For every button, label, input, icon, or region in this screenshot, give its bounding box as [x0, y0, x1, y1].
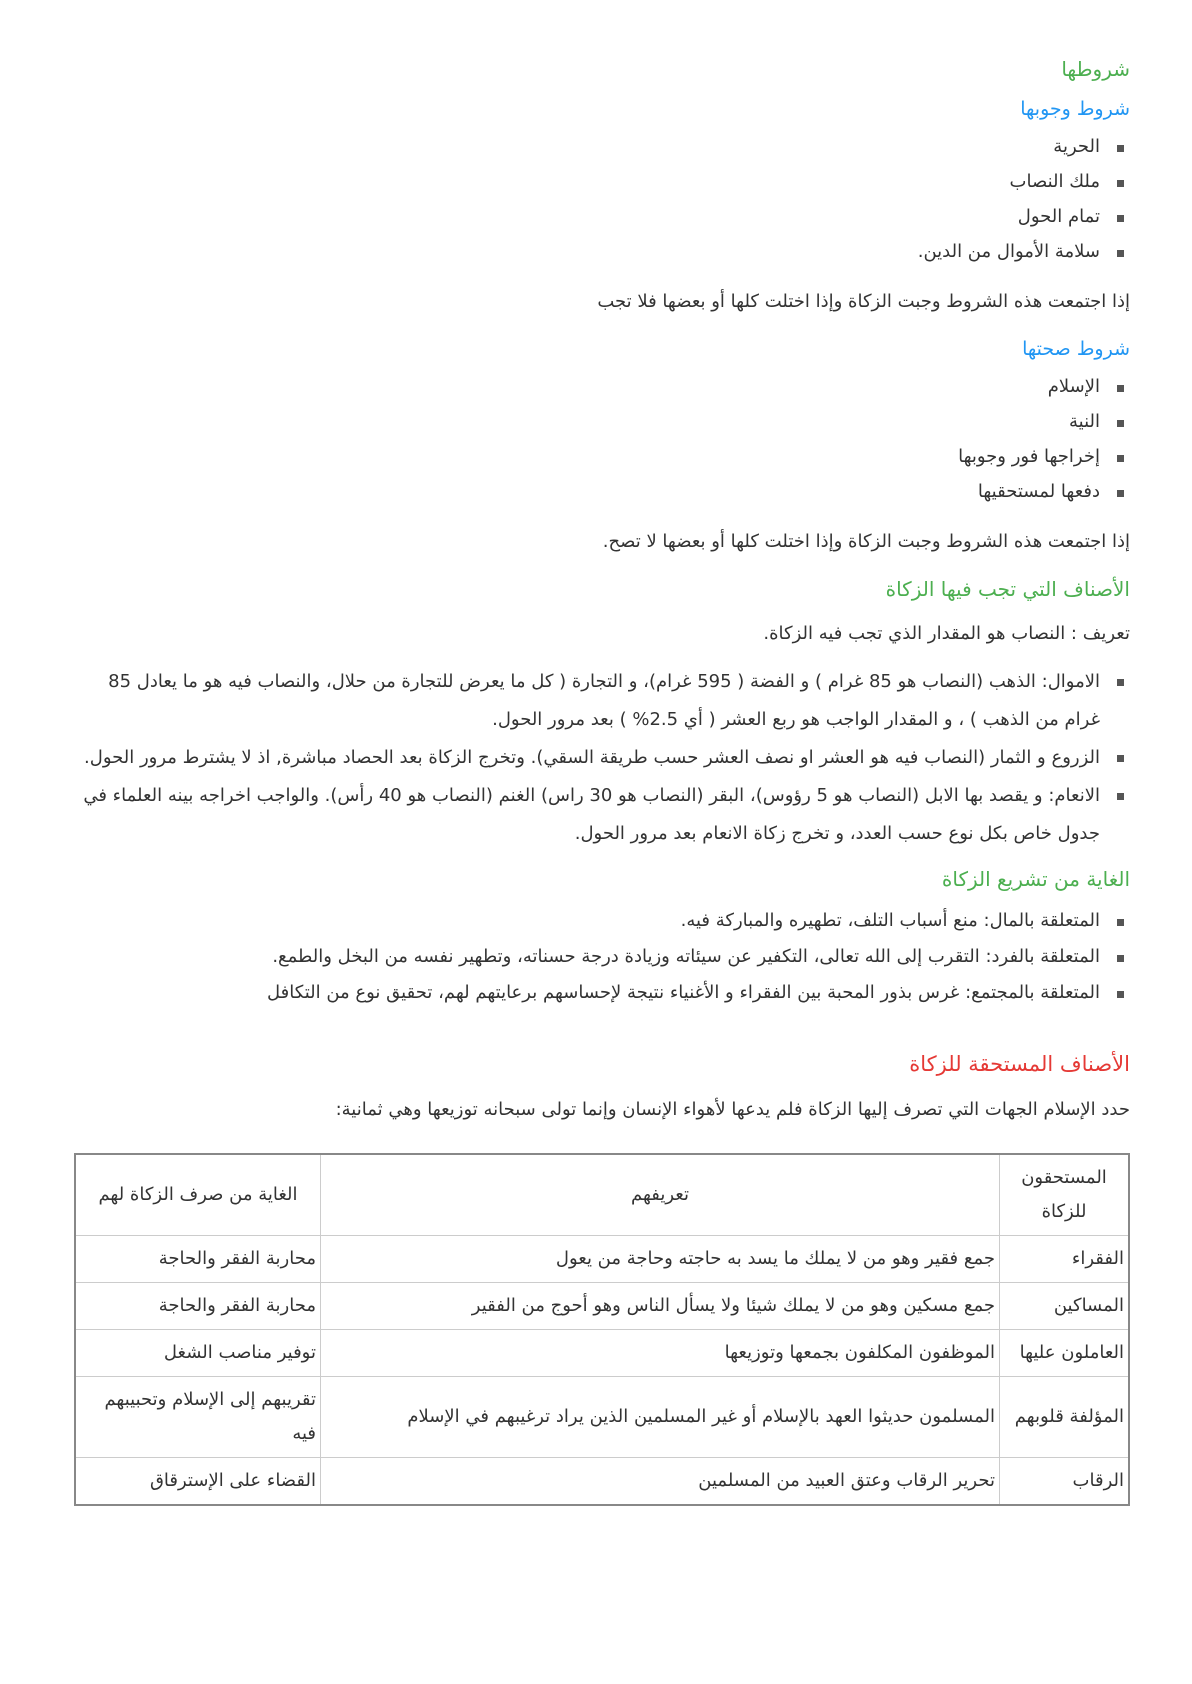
table-cell: العاملون عليها: [1000, 1330, 1130, 1377]
beneficiaries-table: [74, 1153, 1130, 1506]
list-item: المتعلقة بالمال: منع أسباب التلف، تطهيره والمباركة فيه.: [75, 903, 1130, 939]
table-cell: محاربة الفقر والحاجة: [75, 1283, 321, 1330]
list-item: المتعلقة بالفرد: التقرب إلى الله تعالى، التكفير عن سيئاته وزيادة درجة حسناته، وتطهير نفسه من البخل والطمع.: [75, 939, 1130, 975]
header-definition: تعريفهم: [321, 1154, 1000, 1236]
table-cell: الفقراء: [1000, 1236, 1130, 1283]
table-cell: توفير مناصب الشغل: [75, 1330, 321, 1377]
table-cell: تحرير الرقاب وعتق العبيد من المسلمين: [321, 1458, 1000, 1506]
table-cell: الموظفون المكلفون بجمعها وتوزيعها: [321, 1330, 1000, 1377]
beneficiaries-heading: الأصناف المستحقة للزكاة: [909, 1052, 1130, 1076]
categories-heading: الأصناف التي تجب فيها الزكاة: [885, 577, 1130, 601]
table-row: [75, 1283, 1129, 1330]
purpose-heading: الغاية من تشريع الزكاة: [941, 867, 1130, 891]
table-cell: جمع مسكين وهو من لا يملك شيئا ولا يسأل الناس وهو أحوج من الفقير: [321, 1283, 1000, 1330]
header-purpose: الغاية من صرف الزكاة لهم: [75, 1154, 321, 1236]
list-item: الإسلام: [75, 369, 1130, 404]
obligation-note: إذا اجتمعت هذه الشروط وجبت الزكاة وإذا اختلت كلها أو بعضها فلا تجب: [597, 291, 1130, 312]
obligation-heading: شروط وجوبها: [1020, 98, 1130, 120]
list-item: دفعها لمستحقيها: [75, 474, 1130, 509]
table-cell: الرقاب: [1000, 1458, 1130, 1506]
validity-heading: شروط صحتها: [1022, 338, 1130, 360]
table-header-row: [75, 1154, 1129, 1236]
obligation-list: [75, 129, 1130, 269]
table-cell: المسلمون حديثوا العهد بالإسلام أو غير المسلمين الذين يراد ترغيبهم في الإسلام: [321, 1377, 1000, 1458]
list-item: إخراجها فور وجوبها: [75, 439, 1130, 474]
table-row: [75, 1377, 1129, 1458]
table-cell: جمع فقير وهو من لا يملك ما يسد به حاجته وحاجة من يعول: [321, 1236, 1000, 1283]
table-cell: تقريبهم إلى الإسلام وتحبيبهم فيه: [75, 1377, 321, 1458]
list-item: تمام الحول: [75, 199, 1130, 234]
table-cell: المؤلفة قلوبهم: [1000, 1377, 1130, 1458]
table-row: [75, 1330, 1129, 1377]
list-item: المتعلقة بالمجتمع: غرس بذور المحبة بين الفقراء و الأغنياء نتيجة لإحساسهم برعايتهم لهم، تحقيق نوع من التكافل: [75, 975, 1130, 1011]
table-cell: محاربة الفقر والحاجة: [75, 1236, 321, 1283]
table-cell: المساكين: [1000, 1283, 1130, 1330]
list-item: الاموال: الذهب (النصاب هو 85 غرام ) و الفضة ( 595 غرام)، و التجارة ( كل ما يعرض للتجارة من حلال، والنصاب فيه هو ما يعادل 85 غرام من الذهب ) ، و المقدار الواجب هو ربع العشر ( أي 2.5% ) بعد مرور الحول.: [75, 663, 1130, 739]
nisab-definition: تعريف : النصاب هو المقدار الذي تجب فيه الزكاة.: [763, 623, 1130, 644]
beneficiaries-intro: حدد الإسلام الجهات التي تصرف إليها الزكاة فلم يدعها لأهواء الإنسان وإنما تولى سبحانه توزيعها وهي ثمانية:: [335, 1099, 1130, 1120]
header-beneficiaries: المستحقون للزكاة: [1000, 1154, 1130, 1236]
conditions-heading: شروطها: [1061, 57, 1130, 81]
table-row: [75, 1458, 1129, 1506]
list-item: ملك النصاب: [75, 164, 1130, 199]
validity-list: [75, 369, 1130, 509]
list-item: سلامة الأموال من الدين.: [75, 234, 1130, 269]
list-item: الحرية: [75, 129, 1130, 164]
list-item: الانعام: و يقصد بها الابل (النصاب هو 5 رؤوس)، البقر (النصاب هو 30 راس) الغنم (النصاب هو 40 رأس). والواجب اخراجه بينه العلماء في جدول خاص بكل نوع حسب العدد، و تخرج زكاة الانعام بعد مرور الحول.: [75, 777, 1130, 853]
table-cell: القضاء على الإسترقاق: [75, 1458, 321, 1506]
categories-list: [75, 663, 1130, 853]
list-item: الزروع و الثمار (النصاب فيه هو العشر او نصف العشر حسب طريقة السقي). وتخرج الزكاة بعد الحصاد مباشرة, اذ لا يشترط مرور الحول.: [75, 739, 1130, 777]
table-row: [75, 1236, 1129, 1283]
validity-note: إذا اجتمعت هذه الشروط وجبت الزكاة وإذا اختلت كلها أو بعضها لا تصح.: [602, 531, 1130, 552]
purpose-list: [75, 903, 1130, 1011]
list-item: النية: [75, 404, 1130, 439]
